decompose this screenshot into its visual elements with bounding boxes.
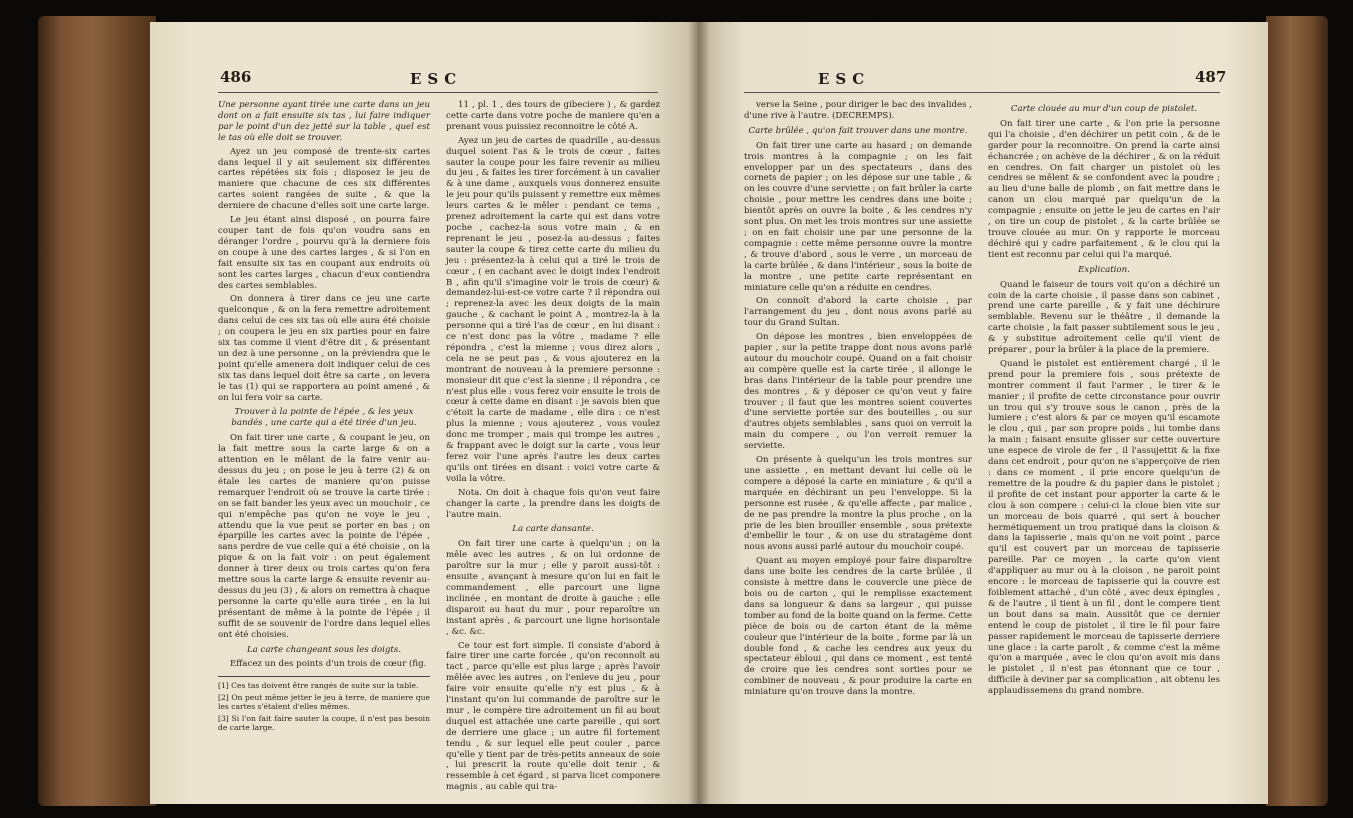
section-title: La carte dansante. xyxy=(512,524,594,535)
footnote: [3] Si l'on fait faire sauter la coupe, il n'est pas besoin de carte large. xyxy=(218,713,430,732)
paragraph: On connoît d'abord la carte choisie , par l'arrangement du jeu , dont nous avons parlé au tour du Grand Sultan. xyxy=(744,296,972,329)
paragraph: On fait tirer une carte , & coupant le jeu, on la fait mettre sous la carte large & on a attention en le mêlant de la faire venir au-dessus du jeu ; on pose le jeu à terre (2) & on étale les cartes de maniere qu'on puisse remarquer l'endroit où se trouve la carte tirée : on se fait bander les yeux avec un mouchoir , ce qui n'empêche pas qu'on ne voye le jeu , attendu que la vue peut se porter en bas ; on éparpille les cartes avec la pointe de l'épée , sans perdre de vue celle qui a été choisie , on la pique & on la fait voir : on peut également donner à tirer deux ou trois cartes qu'on fera mettre sous la carte large & ensuite revenir au-dessus du jeu (3) , & alors on remettra à chaque personne la carte qu'elle aura tirée , en la lui présentant de même à la pointe de l'épée ; il suffit de se souvenir de l'ordre dans lequel elles ont été choisies. xyxy=(218,433,430,640)
paragraph: Quant au moyen employé pour faire disparoître dans une boite les cendres de la carte brûlée , il consiste à mettre dans le couvercle une pièce de bois ou de carton , qui le remplisse exactement dans sa longueur & dans sa largeur , qui puisse tomber au fond de la boite quand on la ferme. Cette pièce de bois ou de carton étant de la même couleur que l'intérieur de la boite , forme par là un double fond , & cache les cendres aux yeux du spectateur ébloui , qui dans ce moment , est tenté de croire que les cendres sont sorties pour se combiner de nouveau , & pour produire la carte en miniature qu'on trouve dans la montre. xyxy=(744,556,972,698)
trick-intro: Une personne ayant tirée une carte dans un jeu dont on a fait ensuite six tas , lui faire indiquer par le point d'un dez jetté sur la table , quel est le tas où elle doit se trouver. xyxy=(218,100,430,143)
header-rule-left xyxy=(218,92,658,93)
left-page xyxy=(150,22,698,804)
page-number-right: 487 xyxy=(1195,68,1227,86)
footnote-rule xyxy=(218,676,430,677)
paragraph: On fait tirer une carte à quelqu'un ; on la mêle avec les autres , & on lui ordonne de paroître sur la mur ; elle y paroit aussi-tôt : ensuite , avançant à mesure qu'on lui en fait le commandement , elle parcourt une ligne inclinée , en montant de droite à gauche : elle disparoit au haut du mur , pour reparoître un instant après , & parcourt une ligne horisontale , &c. &c. xyxy=(446,539,660,637)
right-page-column-2 xyxy=(988,100,1220,700)
paragraph: verse la Seine , pour diriger le bac des invalides , d'une rive à l'autre. (DECREMPS). xyxy=(744,100,972,121)
footnote: [2] On peut même jetter le jeu à terre, de maniere que les cartes s'étalent d'elles mêmes. xyxy=(218,692,430,712)
header-rule-right xyxy=(744,92,1220,93)
book-fore-edge-right xyxy=(1266,16,1328,806)
paragraph: On dépose les montres , bien enveloppées de papier , sur la petite trappe dont nous avons parlé autour du mouchoir coupé. Quand on a fait choisir au compère quelle est la carte tirée , il allonge le bras dans l'intérieur de la table pour prendre une des montres , & y déposer ce qu'on veut y faire trouver ; il faut que les montres soient couvertes d'une serviette portée sur des bouteilles , ou sur d'autres objets semblables , sans quoi on verroit la main du compere , ou l'on verroit remuer la serviette. xyxy=(744,332,972,452)
section-title: Trouver à la pointe de l'épée , & les yeux bandés , une carte qui a été tirée d'un jeu. xyxy=(231,407,417,429)
paragraph: 11 , pl. 1 , des tours de gibeciere ) , & gardez cette carte dans votre poche de maniere qu'en a prenant vous puissiez reconnoitre le côté A. xyxy=(446,100,660,132)
paragraph: Quand le pistolet est entièrement chargé , il le prend pour la premiere fois , sous prétexte de montrer comment il faut l'armer , le tirer & le manier ; il profite de cette circonstance pour ouvrir un trou qui s'y trouve sous le canon , près de la lumiere ; c'est alors & par ce moyen qu'il escamote le clou , qui , par son propre poids , lui tombe dans la main ; faisant ensuite glisser sur cette ouverture une espece de virole de fer , il l'assujettit & la fixe dans cet endroit , pour qu'on ne s'apperçoive de rien : dans ce moment , il prie encore quelqu'un de remettre de la poudre & du papier dans le pistolet ; il profite de cet instant pour apporter la carte & le clou à son compere : celui-ci la cloue bien vite sur un morceau de bois quarré , qui sert à boucher hermétiquement un trou pratiqué dans la cloison & dans la tapisserie , mais qu'on ne voit point , parce qu'il est couvert par un morceau de tapisserie pareille. Par ce moyen , la carte qu'on vient d'appliquer au mur ou à la cloison , ne paroit point encore : le morceau de tapisserie qui la couvre est foiblement attaché , d'un côté , avec deux épingles , & de l'autre , il tient à un fil , dont le compere tient un bout dans sa main. Aussitôt que ce dernier entend le coup de pistolet , il tire le fil pour faire passer rapidement le morceau de tapisserie derriere une glace : la carte paroît , & comme c'est la même qu'on a marquée , avec le clou qu'on avoit mis dans le pistolet , il n'est pas étonnant que ce tour , difficile à deviner par sa complication , ait obtenu les applaudissemens du grand nombre. xyxy=(988,358,1220,697)
open-book xyxy=(38,10,1328,810)
section-title: La carte changeant sous les doigts. xyxy=(246,644,402,655)
paragraph: Le jeu étant ainsi disposé , on pourra faire couper tant de fois qu'on voudra sans en déranger l'ordre , pourvu qu'à la derniere fois on coupe à une des cartes larges , & si l'on en fait ensuite six tas en coupant aux endroits où sont les cartes larges , chacun d'eux contiendra des cartes semblables. xyxy=(218,215,430,291)
paragraph: Ayez un jeu composé de trente-six cartes dans lequel il y ait seulement six différentes cartes répétées six fois ; disposez le jeu de maniere que chacune de ces six différentes cartes soient rangées de suite , & que la derniere de chacune d'elles soit une carte large. xyxy=(218,146,430,212)
left-page-column-1 xyxy=(218,100,430,732)
left-page-column-2 xyxy=(446,100,660,796)
paragraph: Ce tour est fort simple. Il consiste d'abord à faire tirer une carte forcée , qu'on reconnoît au tact , parce qu'elle est plus large ; après l'avoir mêlée avec les autres , on l'enleve du jeu , pour faire voir ensuite qu'elle n'y est plus , & à l'instant qu'on lui commande de paroître sur le mur , le compère tire adroitement un fil au bout duquel est attachée une carte pareille , qui sort de derriere une glace ; un autre fil fortement tendu , & sur lequel elle peut couler , parce qu'elle y tient par de très-petits anneaux de soie , lui prescrit la route qu'elle doit tenir , & ressemble à cet égard , si parva licet componere magnis , au cable qui tra- xyxy=(446,640,660,793)
page-number-left: 486 xyxy=(220,68,252,86)
paragraph: On fait tirer une carte au hasard ; on demande trois montres à la compagnie ; on les fait envelopper par un des spectateurs , dans des cornets de papier ; on les dépose sur une table , & on les couvre d'une serviette ; on fait brûler la carte choisie , pour mettre les cendres dans une boite ; bientôt après on ouvre la boite , & les cendres n'y sont plus. On met les trois montres sur une assiette ; on en fait choisir une par une personne de la compagnie : cette même personne ouvre la montre , & trouve d'abord , sous le verre , un morceau de la carte brûlée , & dans l'intérieur , sous la boite de la montre , une petite carte représentant en miniature celle qu'on a réduite en cendres. xyxy=(744,140,972,293)
paragraph: On présente à quelqu'un les trois montres sur une assiette , en mettant devant lui celle où le compere a déposé la carte en miniature , & qu'il a marquée en déchirant un peu l'enveloppe. Si la personne est rusée , & qu'elle affecte , par malice , de ne pas prendre la montre la plus proche , on la prie de les bien brouiller ensemble , sous prétexte d'embellir le tour , & on use du stratagème dont nous avons aussi parlé autour du mouchoir coupé. xyxy=(744,455,972,553)
paragraph: On donnera à tirer dans ce jeu une carte quelconque , & on la fera remettre adroitement dans celui de ces six tas où elle aura été choisie ; on coupera le jeu en six parties pour en faire six tas comme il vient d'être dit , & présentant un dez à une personne , on la préviendra que le point qu'elle amenera doit indiquer celui de ces six tas dans lequel doit être sa carte , on levera le tas (1) qui se rapportera au point amené , & on lui fera voir sa carte. xyxy=(218,294,430,403)
running-head-left: ESC xyxy=(410,70,463,88)
section-title: Explication. xyxy=(1078,264,1130,275)
right-page xyxy=(698,22,1268,804)
book-fore-edge-left xyxy=(38,16,156,806)
footnote: [1] Ces tas doivent être rangés de suite sur la table. xyxy=(218,681,419,691)
paragraph: Nota. On doit à chaque fois qu'on veut faire changer la carte , la prendre dans les doigts de l'autre main. xyxy=(446,487,660,520)
paragraph: On fait tirer une carte , & l'on prie la personne qui l'a choisie , d'en déchirer un petit coin , & de le garder pour la reconnoitre. On prend la carte ainsi échancrée ; on achève de la déchirer , & on la réduit en cendres. On fait charger un pistolet où les cendres se mêlent & se confondent avec la poudre ; au lieu d'une balle de plomb , on fait mettre dans le canon un clou marqué par quelqu'un de la compagnie ; ensuite on jette le jeu de cartes en l'air , on tire un coup de pistolet , & la carte brûlée se trouve clouée au mur. On y rapporte le morceau déchiré qui y cadre parfaitement , & le clou qui la tient est reconnu par celui qui l'a marqué. xyxy=(988,118,1220,260)
book-gutter xyxy=(688,22,710,804)
paragraph: Quand le faiseur de tours voit qu'on a déchiré un coin de la carte choisie , il passe dans son cabinet , prend une carte pareille , & y fait une déchirure semblable. Revenu sur le théâtre , il demande la carte choisie , la fait passer subtilement sous le jeu , & y substitue adroitement celle qu'il vient de préparer , pour la brûler à la place de la premiere. xyxy=(988,279,1220,356)
paragraph: Ayez un jeu de cartes de quadrille , au-dessus duquel soient l'as & le trois de cœur , faites sauter la coupe pour les faire revenir au milieu du jeu , & faites les tirer forcément à un cavalier & à une dame , auxquels vous donnerez ensuite le jeu pour qu'ils puissent y remettre eux mêmes leurs cartes & le mêler : pendant ce tems , prenez adroitement la carte qui est dans votre poche , cachez-la sous votre main , & en reprenant le jeu , posez-la au-dessus ; faites sauter la coupe & tirez cette carte du milieu du jeu : présentez-la à celui qui a tiré le trois de cœur , ( en cachant avec le doigt index l'endroit B , afin qu'il s'imagine voir le trois de cœur) & demandez-lui-est-ce votre carte ? il répondra oui ; reprenez-la avec les deux doigts de la main gauche , & cachant le point A , montrez-la à la personne qui a tiré l'as de cœur , en lui disant : ce n'est donc pas la vôtre , madame ? elle répondra , c'est la mienne ; vous direz alors , cela ne se peut pas , & vous ajouterez en la montrant de nouveau à la premiere personne : monsieur dit que c'est la sienne ; il répondra , ce n'est plus elle : vous ferez voir ensuite le trois de cœur à cette dame en disant : je savois bien que c'étoit la carte de madame , elle dira : ce n'est plus la mienne ; vous ajouterez , vous voulez donc me tromper , mais qui trompe les autres , & frappant avec le doigt sur la carte , vous leur ferez voir l'une après l'autre les deux cartes qu'ils ont tirées en disant : voici votre carte & voila la vôtre. xyxy=(446,135,660,484)
running-head-right: ESC xyxy=(818,70,871,88)
paragraph: Effacez un des points d'un trois de cœur (fig. xyxy=(230,659,427,670)
section-title: Carte brûlée , qu'on fait trouver dans une montre. xyxy=(748,125,968,136)
right-page-column-1 xyxy=(744,100,972,701)
section-title: Carte clouée au mur d'un coup de pistolet. xyxy=(1010,104,1198,114)
